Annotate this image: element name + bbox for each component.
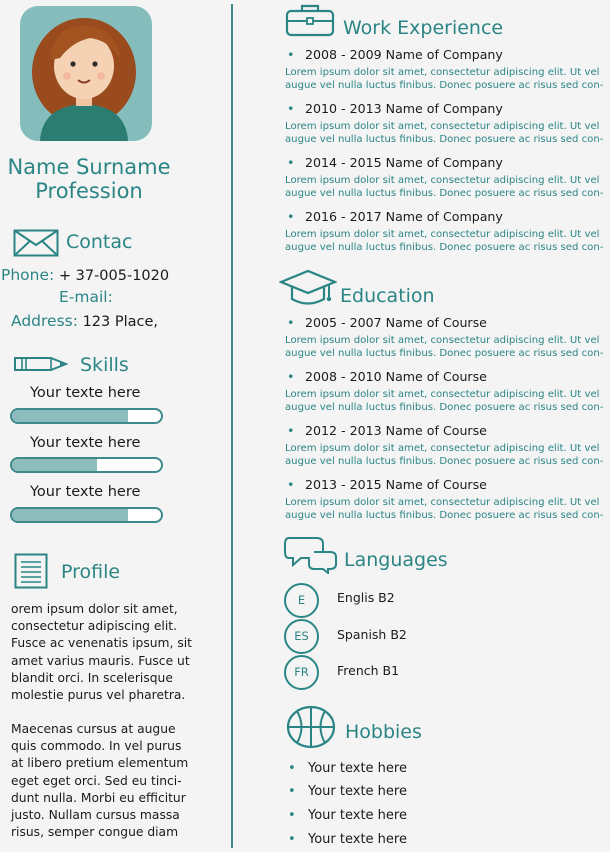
education-entry: • 2013 - 2015 Name of Course Lorem ipsum dolor sit amet, consectetur adipiscing elit. Ut vel augue vel nulla luctus finibus. Donec posuere ac risus sed con-: [285, 477, 604, 521]
language-badge: E: [284, 583, 319, 618]
envelope-icon: [13, 229, 59, 261]
email-label: E-mail:: [59, 288, 113, 306]
hobby-item: • Your texte here: [288, 808, 407, 823]
education-entry: • 2012 - 2013 Name of Course Lorem ipsum dolor sit amet, consectetur adipiscing elit. Ut vel augue vel nulla luctus finibus. Donec posuere ac risus sed con-: [285, 423, 604, 467]
hobby-item: • Your texte here: [288, 761, 407, 776]
graduation-cap-icon: [279, 268, 337, 312]
language-badge: FR: [284, 655, 319, 690]
skill-bar-fill: [12, 459, 97, 471]
profile-paragraph-1: orem ipsum dolor sit amet, consectetur adipiscing elit. Fusce ac venenatis ipsum, sit amet varius mauris. Fusce ut blandit orci. In scelerisque molestie purus vel pharetra.: [11, 602, 192, 703]
hobby-item: • Your texte here: [288, 784, 407, 799]
skill-label: Your texte here: [30, 385, 141, 401]
basketball-icon: [286, 705, 336, 753]
education-entry: • 2005 - 2007 Name of Course Lorem ipsum dolor sit amet, consectetur adipiscing elit. Ut vel augue vel nulla luctus finibus. Donec posuere ac risus sed con-: [285, 315, 604, 359]
work-entry: • 2010 - 2013 Name of Company Lorem ipsum dolor sit amet, consectetur adipiscing elit. Ut vel augue vel nulla luctus finibus. Donec posuere ac risus sed con-: [285, 101, 604, 145]
work-entry: • 2008 - 2009 Name of Company Lorem ipsum dolor sit amet, consectetur adipiscing elit. Ut vel augue vel nulla luctus finibus. Donec posuere ac risus sed con-: [285, 47, 604, 91]
avatar: [20, 6, 152, 141]
profile-paragraph-2: Maecenas cursus at augue quis commodo. In vel purus at libero pretium elementum eget eget orci. Sed eu tinci- dunt nulla. Morbi eu efficitur justo. Nullam cursus massa risus, semper congue diam: [11, 722, 189, 840]
briefcase-icon: [285, 3, 335, 41]
address-label: Address:: [11, 312, 78, 330]
work-entry: • 2014 - 2015 Name of Company Lorem ipsum dolor sit amet, consectetur adipiscing elit. Ut vel augue vel nulla luctus finibus. Donec posuere ac risus sed con-: [285, 155, 604, 199]
person-profession: Profession: [35, 179, 143, 203]
skill-bar: [10, 408, 163, 424]
person-name: Name Surname: [7, 155, 171, 179]
phone-value[interactable]: + 37-005-1020: [58, 268, 170, 284]
hobbies-heading: Hobbies: [345, 721, 422, 743]
address-value: 123 Place,: [82, 314, 159, 330]
phone-label: Phone:: [1, 266, 55, 284]
profile-heading: Profile: [61, 561, 121, 583]
languages-heading: Languages: [344, 549, 448, 571]
speech-bubbles-icon: [284, 534, 338, 578]
skill-bar-fill: [12, 410, 128, 422]
skill-label: Your texte here: [30, 435, 141, 451]
education-heading: Education: [340, 285, 435, 307]
language-label: French B1: [337, 663, 400, 678]
email-line: [59, 288, 113, 306]
skill-bar-fill: [12, 509, 128, 521]
work-heading: Work Experience: [343, 17, 504, 39]
language-badge: ES: [284, 619, 319, 654]
skill-bar: [10, 457, 163, 473]
hobby-item: • Your texte here: [288, 832, 407, 847]
column-divider: [231, 4, 233, 848]
contact-heading: Contac: [66, 231, 133, 253]
education-entry: • 2008 - 2010 Name of Course Lorem ipsum dolor sit amet, consectetur adipiscing elit. Ut vel augue vel nulla luctus finibus. Donec posuere ac risus sed con-: [285, 369, 604, 413]
skill-label: Your texte here: [30, 484, 141, 500]
skills-heading: Skills: [80, 354, 129, 376]
language-label: Spanish B2: [337, 627, 407, 642]
avatar-illustration: [20, 6, 152, 141]
pencil-icon: [13, 355, 68, 377]
work-entry: • 2016 - 2017 Name of Company Lorem ipsum dolor sit amet, consectetur adipiscing elit. Ut vel augue vel nulla luctus finibus. Donec posuere ac risus sed con-: [285, 209, 604, 253]
phone-line: [1, 266, 169, 284]
document-icon: [14, 553, 48, 593]
address-line: [11, 312, 158, 330]
skill-bar: [10, 507, 163, 523]
language-label: Englis B2: [337, 590, 395, 605]
